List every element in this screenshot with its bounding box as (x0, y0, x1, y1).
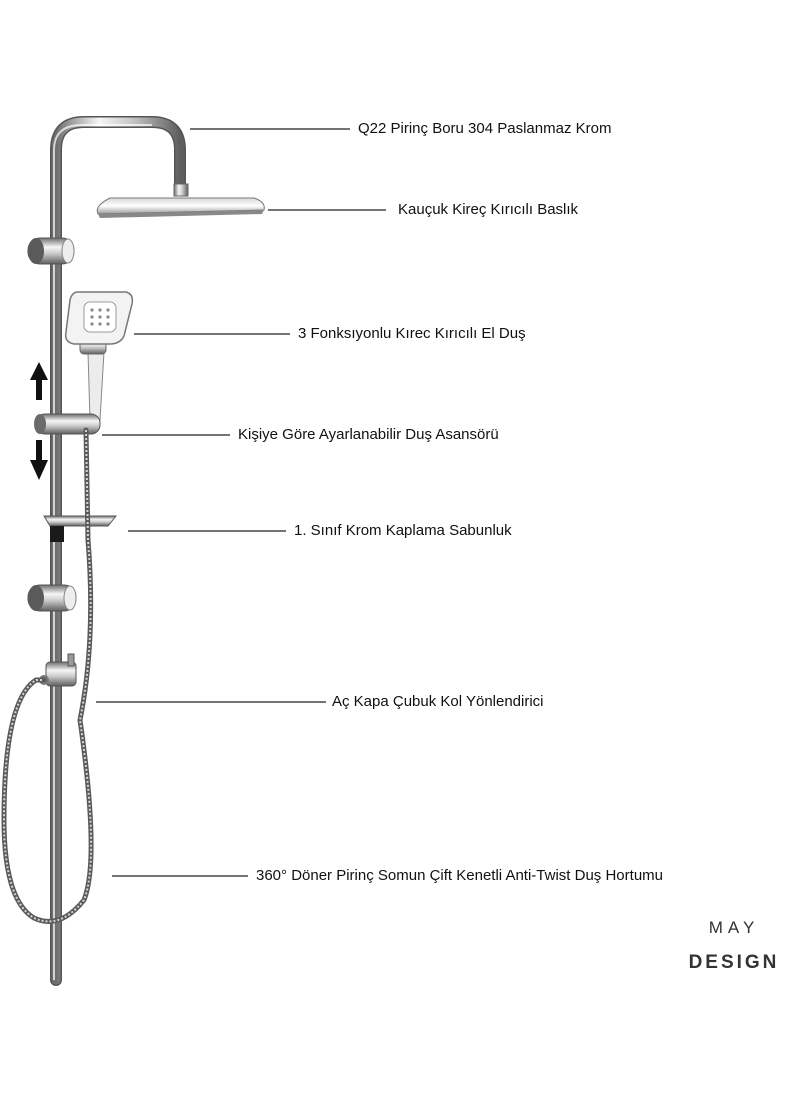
label-soap-dish: 1. Sınıf Krom Kaplama Sabunluk (294, 522, 512, 539)
shower-slider (34, 414, 100, 434)
hand-shower (66, 292, 133, 420)
label-shower-hose: 360° Döner Pirinç Somun Çift Kenetli Anti-Twist Duş Hortumu (256, 867, 663, 884)
overhead-shower-head (97, 184, 264, 218)
soap-dish (44, 516, 116, 542)
upper-wall-bracket (28, 238, 74, 264)
label-diverter: Aç Kapa Çubuk Kol Yönlendirici (332, 693, 544, 710)
lower-wall-bracket (28, 585, 76, 611)
label-brass-pipe: Q22 Pirinç Boru 304 Paslanmaz Krom (358, 120, 612, 137)
callout-leader-lines (96, 129, 386, 876)
down-arrow-icon (30, 440, 48, 480)
label-hand-shower: 3 Fonksıyonlu Kırec Kırıcılı El Duş (298, 325, 526, 342)
brand-logo-may: MAY (708, 918, 760, 937)
up-arrow-icon (30, 362, 48, 400)
brand-logo-design: DESIGN (688, 952, 780, 973)
label-slider: Kişiye Göre Ayarlanabilir Duş Asansörü (238, 426, 499, 443)
label-rain-head: Kauçuk Kireç Kırıcılı Baslık (398, 201, 579, 218)
